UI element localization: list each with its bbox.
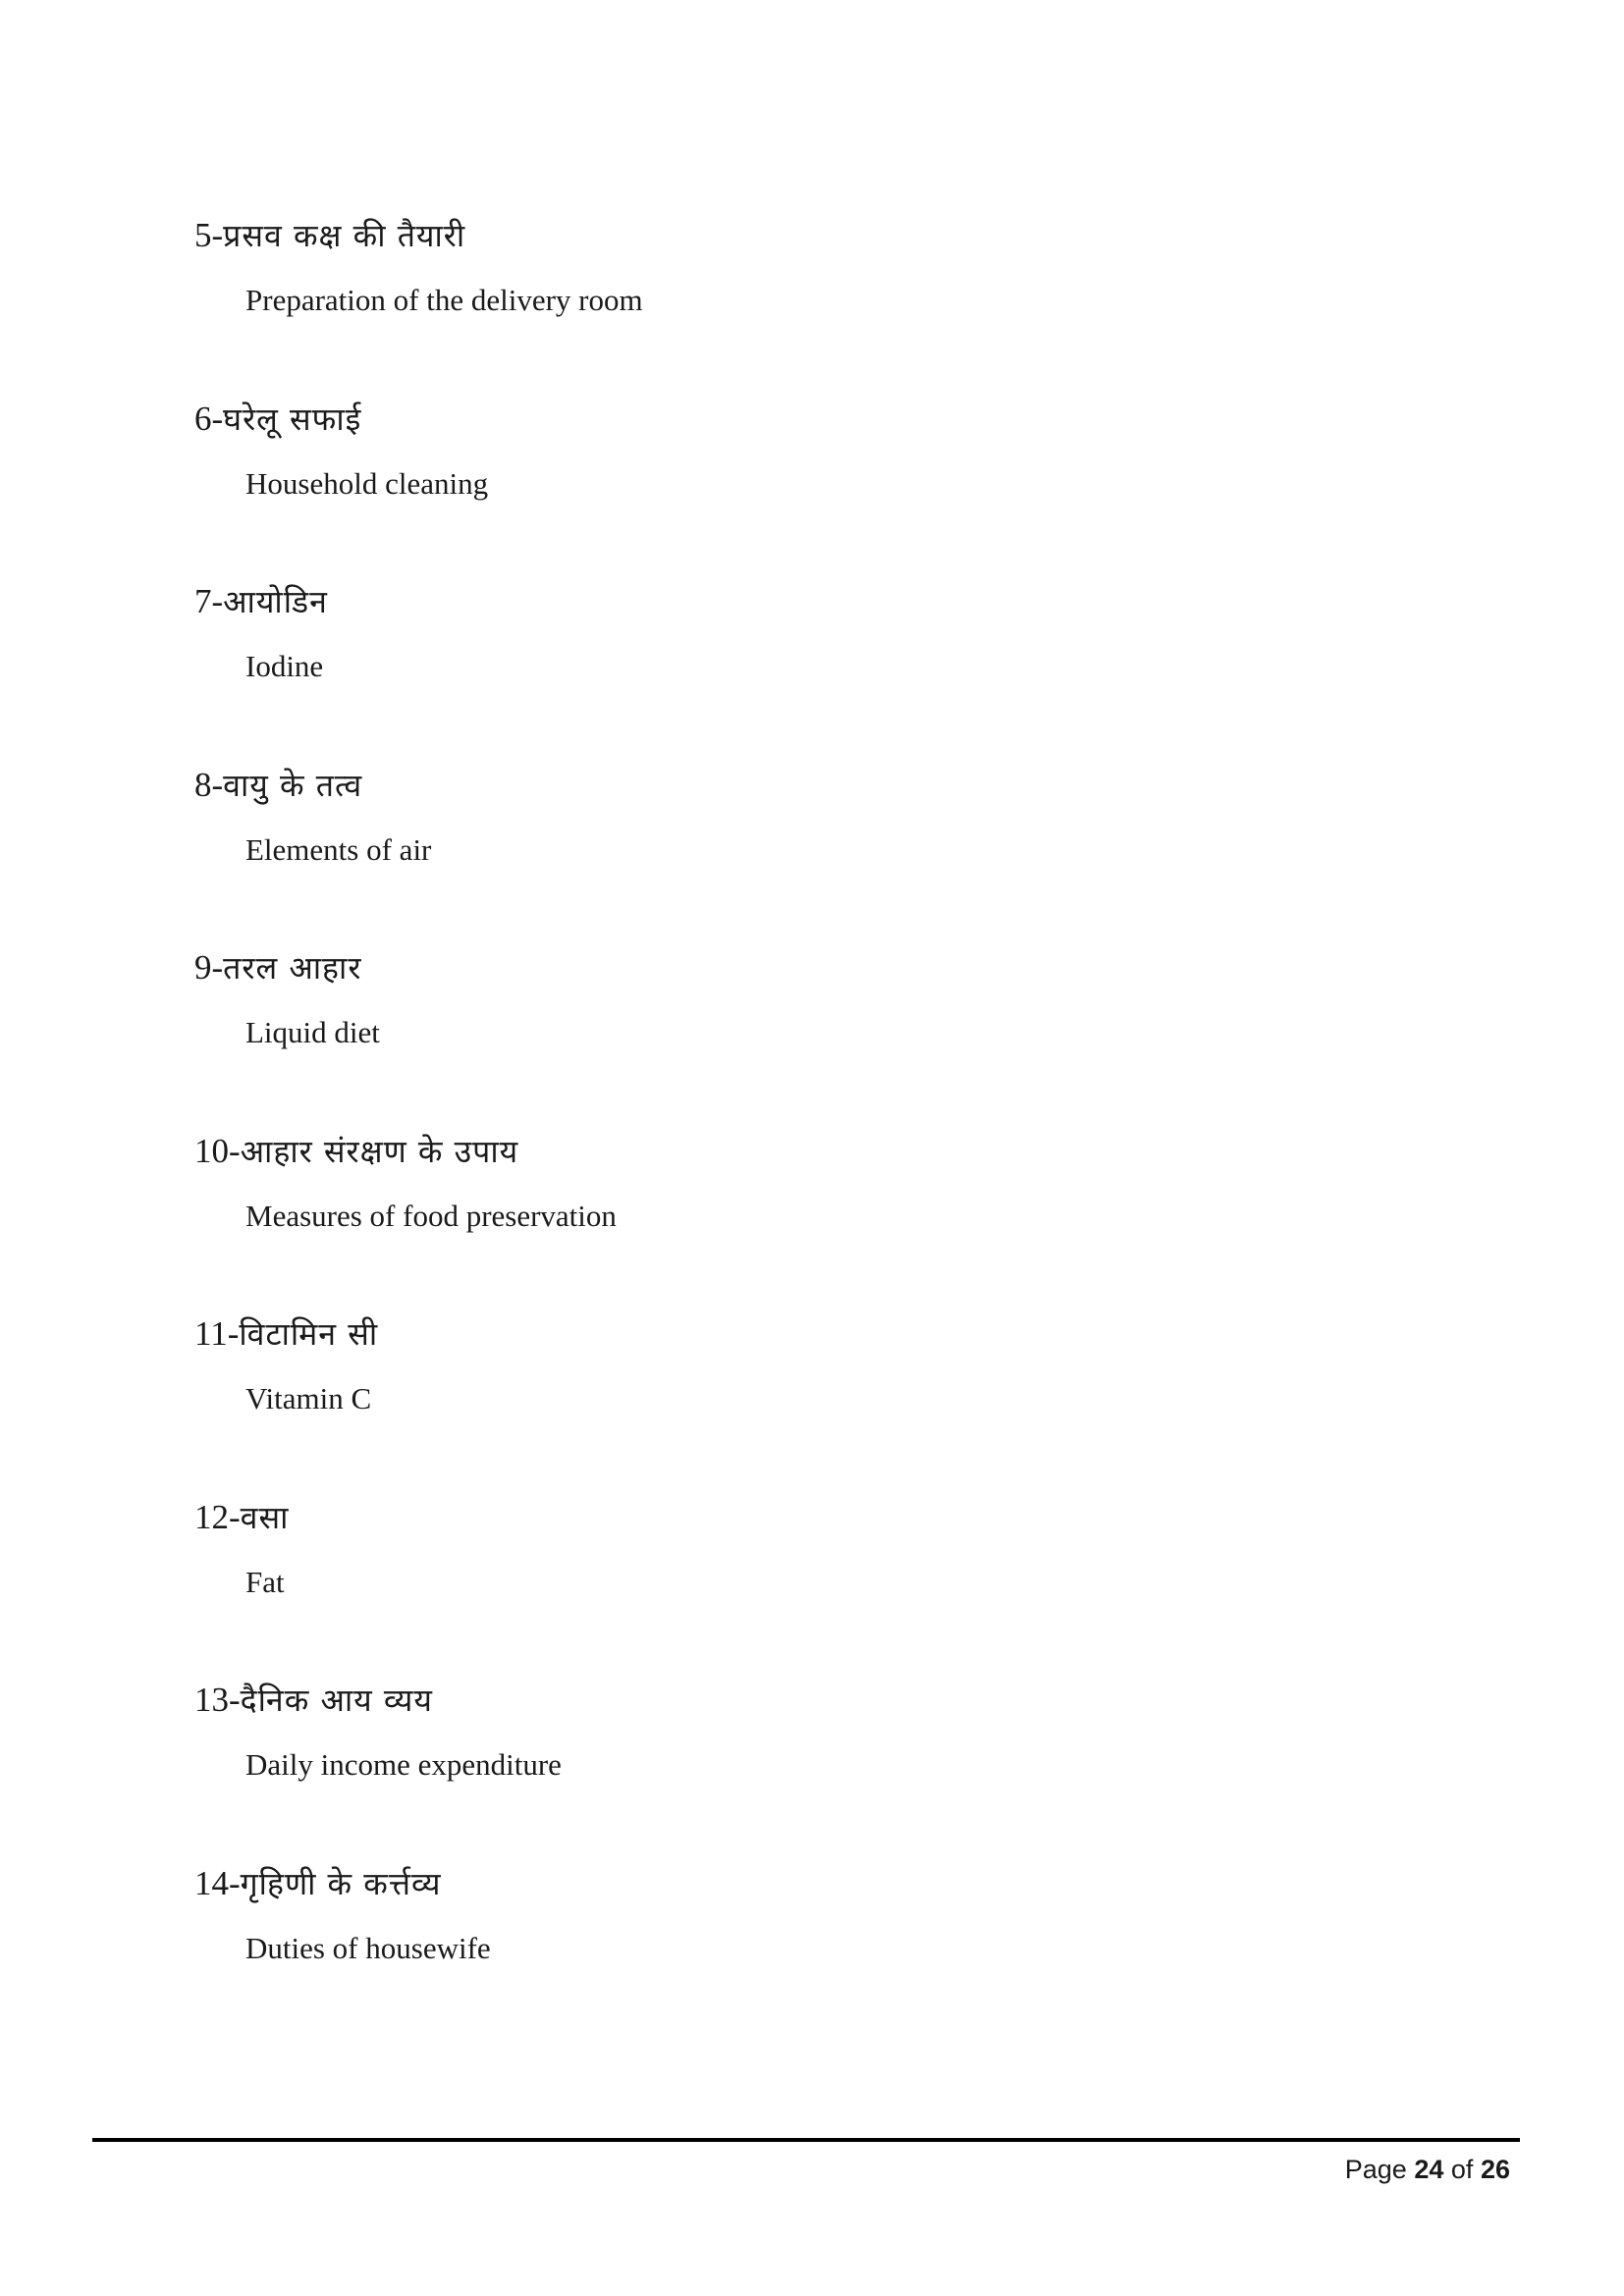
english-translation: Vitamin C	[245, 1381, 372, 1415]
item-number: 10-	[194, 1131, 241, 1170]
hindi-heading	[194, 1673, 433, 1728]
list-item	[194, 1673, 1471, 1856]
english-translation: Preparation of the delivery room	[245, 283, 643, 317]
english-translation: Household cleaning	[245, 465, 489, 501]
hindi-heading	[194, 1490, 289, 1545]
english-translation: Measures of food preservation	[245, 1198, 617, 1233]
hindi-title: दैनिक आय व्यय	[240, 1682, 433, 1719]
english-translation: Elements of air	[245, 831, 432, 867]
list-item	[194, 758, 1471, 941]
item-number: 7-	[194, 582, 224, 620]
list-item	[194, 1490, 1471, 1674]
hindi-title: घरेलू सफाई	[223, 400, 362, 438]
hindi-title: आहार संरक्षण के उपाय	[240, 1132, 519, 1170]
hindi-heading	[194, 1856, 442, 1911]
page-current: 24	[1414, 2155, 1444, 2184]
hindi-title: विटामिन सी	[239, 1315, 379, 1353]
english-translation: Liquid diet	[245, 1015, 380, 1049]
hindi-title: प्रसव कक्ष की तैयारी	[223, 217, 466, 254]
english-translation: Duties of housewife	[245, 1930, 491, 1965]
english-translation: Fat	[245, 1564, 285, 1599]
hindi-heading	[194, 1307, 378, 1362]
topic-list	[194, 208, 1471, 2039]
page-number	[1345, 2150, 1510, 2189]
hindi-heading	[194, 758, 362, 813]
hindi-title: वायु के तत्व	[223, 766, 363, 804]
list-item	[194, 1307, 1471, 1490]
hindi-heading	[194, 1124, 518, 1179]
item-number: 5-	[194, 216, 224, 254]
hindi-heading	[194, 208, 465, 263]
list-item	[194, 574, 1471, 758]
hindi-title: तरल आहार	[223, 949, 362, 987]
page-total: 26	[1480, 2155, 1510, 2184]
hindi-title: आयोडिन	[223, 583, 328, 620]
item-number: 6-	[194, 399, 224, 438]
item-number: 13-	[194, 1681, 241, 1719]
list-item	[194, 392, 1471, 575]
page-label: Page	[1344, 2155, 1407, 2184]
english-translation: Daily income expenditure	[245, 1747, 562, 1782]
item-number: 12-	[194, 1497, 241, 1536]
hindi-heading	[194, 392, 361, 447]
list-item	[194, 940, 1471, 1124]
item-number: 11-	[194, 1314, 240, 1353]
item-number: 14-	[194, 1863, 241, 1902]
list-item	[194, 208, 1471, 392]
list-item	[194, 1124, 1471, 1308]
hindi-heading	[194, 574, 328, 629]
hindi-title: वसा	[240, 1498, 290, 1536]
footer-divider	[92, 2138, 1520, 2142]
item-number: 9-	[194, 948, 224, 987]
item-number: 8-	[194, 765, 224, 804]
hindi-heading	[194, 940, 361, 995]
page-of-label: of	[1450, 2155, 1474, 2184]
list-item	[194, 1856, 1471, 2040]
hindi-title: गृहिणी के कर्त्तव्य	[240, 1864, 442, 1902]
english-translation: Iodine	[245, 649, 324, 683]
